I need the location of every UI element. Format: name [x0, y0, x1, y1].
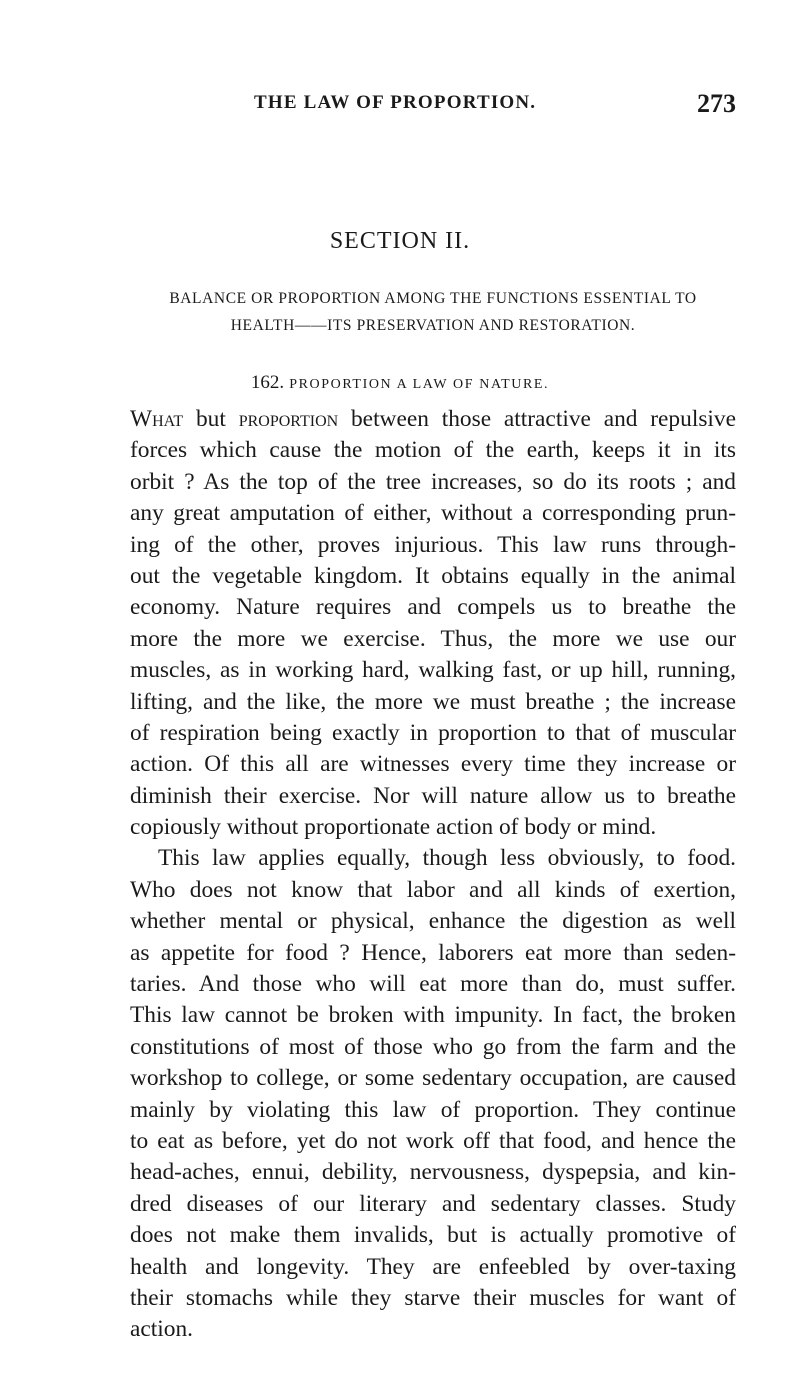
body-line: of respiration being exactly in proportion to that of muscular [130, 719, 736, 746]
subtitle-line: HEALTH——ITS PRESERVATION AND RESTORATION. [230, 317, 636, 334]
body-line: their stomachs while they starve their muscles for want of [130, 1284, 736, 1311]
body-line: health and longevity. They are enfeebled by over-taxing [130, 1253, 736, 1280]
body-line: economy. Nature requires and compels us to breathe the [130, 594, 736, 621]
body-line: whether mental or physical, enhance the digestion as well [130, 908, 736, 935]
section-subtitle [130, 285, 736, 339]
lead-tail: between those attractive and repulsive [338, 406, 736, 432]
section-heading: SECTION II. [329, 228, 471, 254]
article-title: PROPORTION A LAW OF NATURE. [289, 377, 550, 392]
body-line: orbit ? As the top of the tree increases, so do its roots ; and [130, 468, 736, 495]
page-number: 273 [697, 89, 736, 118]
body-line: forces which cause the motion of the earth, keeps it in its [130, 437, 736, 464]
subtitle-line: BALANCE OR PROPORTION AMONG THE FUNCTIONS ESSENTIAL TO [169, 290, 697, 307]
body-line: ing of the other, proves injurious. This law runs through- [130, 531, 736, 558]
lead-word: What [130, 406, 184, 432]
article-number: 162. [250, 372, 285, 393]
running-title: THE LAW OF PROPORTION. [254, 92, 537, 113]
body-line: as appetite for food ? Hence, laborers eat more than seden- [130, 939, 736, 966]
body-line: lifting, and the like, the more we must breathe ; the increase [130, 688, 736, 715]
body-line: This law applies equally, though less obviously, to food. [158, 845, 736, 872]
body-line: out the vegetable kingdom. It obtains equally in the animal [130, 562, 736, 589]
body-line: muscles, as in working hard, walking fast, or up hill, running, [130, 657, 736, 684]
body-line: action. [130, 1316, 193, 1343]
body-line-first [130, 404, 736, 435]
body-line: action. Of this all are witnesses every time they increase or [130, 751, 736, 778]
body-line: copiously without proportionate action of body or mind. [130, 814, 657, 841]
body-line: more the more we exercise. Thus, the more we use our [130, 625, 736, 652]
body-line: mainly by violating this law of proportion. They continue [130, 1096, 736, 1123]
body-line: to eat as before, yet do not work off that food, and hence the [130, 1127, 736, 1154]
body-text [130, 404, 736, 1346]
body-line: does not make them invalids, but is actually promotive of [130, 1222, 736, 1249]
body-line: constitutions of most of those who go from the farm and the [130, 1033, 736, 1060]
body-line: head-aches, ennui, debility, nervousness, dyspepsia, and kin- [130, 1159, 736, 1186]
body-line: Who does not know that labor and all kinds of exertion, [130, 876, 736, 903]
body-line: taries. And those who will eat more than do, must suffer. [130, 971, 736, 998]
running-head [130, 89, 736, 122]
body-line: any great amputation of either, without a corresponding prun- [130, 500, 736, 527]
lead-rest: but [183, 406, 239, 432]
article-heading [0, 372, 800, 394]
lead-small-caps: proportion [238, 406, 339, 432]
body-line: workshop to college, or some sedentary occupation, are caused [130, 1065, 736, 1092]
body-line: This law cannot be broken with impunity. In fact, the broken [130, 1002, 736, 1029]
body-line: diminish their exercise. Nor will nature allow us to breathe [130, 782, 736, 809]
body-line: dred diseases of our literary and sedentary classes. Study [130, 1190, 736, 1217]
